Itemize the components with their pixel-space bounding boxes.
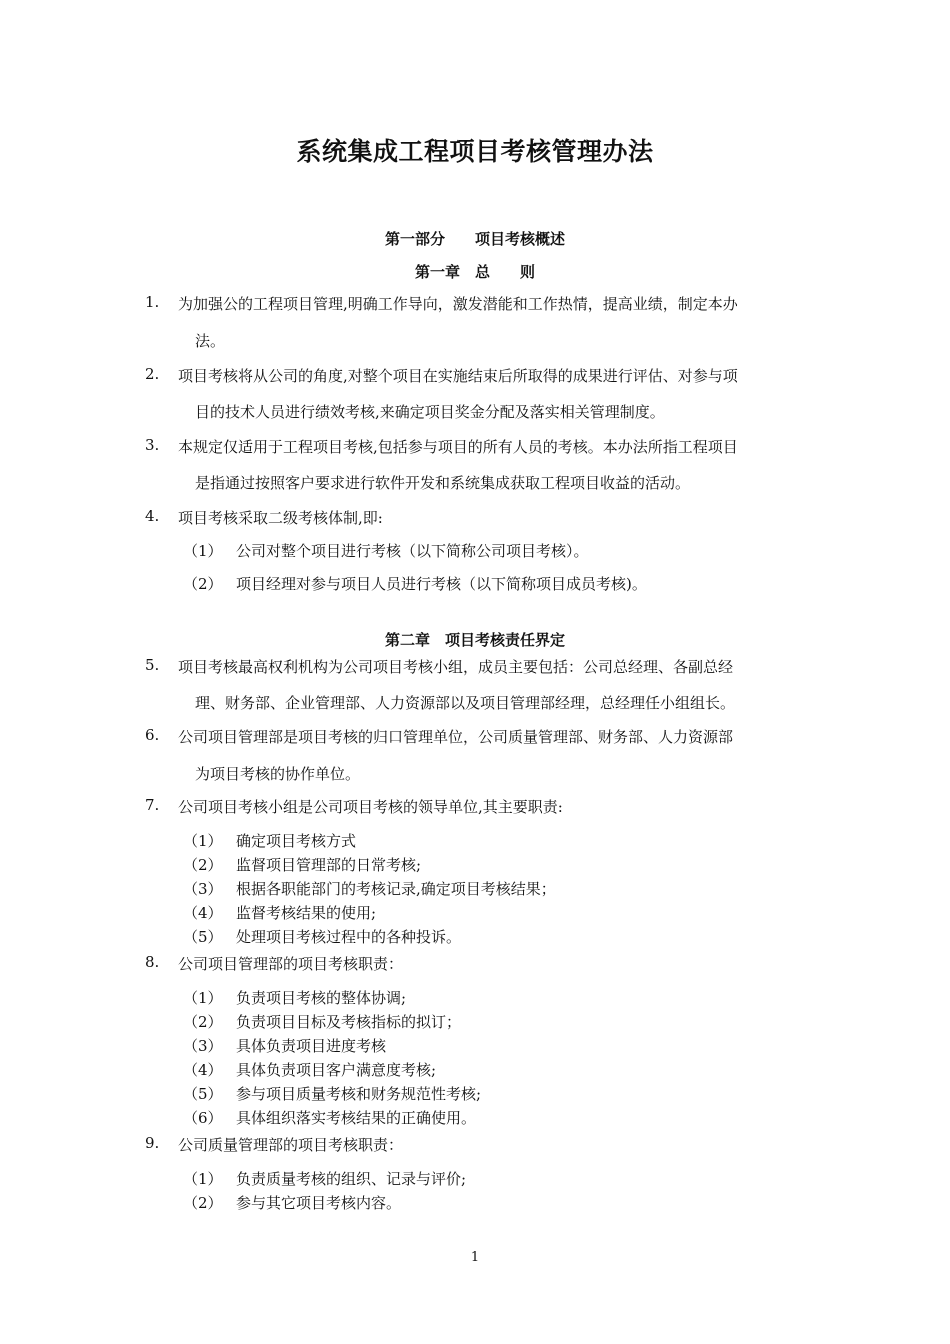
sub-item-number: （1） <box>183 989 223 1007</box>
sub-item-text: 监督项目管理部的日常考核; <box>236 856 422 874</box>
sub-item-text: 参与其它项目考核内容。 <box>236 1194 402 1212</box>
chapter-heading-1: 第一章 总 则 <box>414 263 535 281</box>
item-text: 项目考核采取二级考核体制,即: <box>178 509 383 527</box>
sub-item-number: （2） <box>183 1194 223 1212</box>
sub-item-text: 确定项目考核方式 <box>236 832 357 850</box>
item-text-continued: 是指通过按照客户要求进行软件开发和系统集成获取工程项目收益的活动。 <box>195 474 691 492</box>
item-number: 8. <box>145 953 160 971</box>
item-number: 1. <box>145 293 160 311</box>
sub-item-text: 项目经理对参与项目人员进行考核（以下简称项目成员考核)。 <box>236 575 647 593</box>
page-number: 1 <box>470 1250 480 1265</box>
sub-item-text: 负责质量考核的组织、记录与评价; <box>236 1170 467 1188</box>
item-text-continued: 法。 <box>195 332 226 350</box>
item-number: 3. <box>145 436 160 454</box>
item-text: 公司项目管理部是项目考核的归口管理单位，公司质量管理部、财务部、人力资源部 <box>178 728 734 746</box>
sub-item-text: 处理项目考核过程中的各种投诉。 <box>236 928 462 946</box>
sub-item-text: 参与项目质量考核和财务规范性考核; <box>236 1085 482 1103</box>
sub-item-text: 负责项目考核的整体协调; <box>236 989 407 1007</box>
item-text: 项目考核最高权利机构为公司项目考核小组，成员主要包括：公司总经理、各副总经 <box>178 658 734 676</box>
item-number: 6. <box>145 726 160 744</box>
item-text: 公司质量管理部的项目考核职责： <box>178 1136 404 1154</box>
item-text-continued: 目的技术人员进行绩效考核,来确定项目奖金分配及落实相关管理制度。 <box>195 403 665 421</box>
item-number: 2. <box>145 365 160 383</box>
part-heading: 第一部分 项目考核概述 <box>384 230 565 248</box>
sub-item-number: （5） <box>183 1085 223 1103</box>
document-title: 系统集成工程项目考核管理办法 <box>296 137 654 166</box>
sub-item-text: 具体组织落实考核结果的正确使用。 <box>236 1109 477 1127</box>
sub-item-text: 具体负责项目客户满意度考核; <box>236 1061 437 1079</box>
sub-item-number: （2） <box>183 575 223 593</box>
item-text-continued: 理、财务部、企业管理部、人力资源部以及项目管理部经理，总经理任小组组长。 <box>195 694 736 712</box>
sub-item-text: 负责项目目标及考核指标的拟订； <box>236 1013 462 1031</box>
sub-item-text: 公司对整个项目进行考核（以下简称公司项目考核）。 <box>236 542 589 560</box>
sub-item-text: 根据各职能部门的考核记录,确定项目考核结果； <box>236 880 556 898</box>
sub-item-number: （4） <box>183 904 223 922</box>
item-text: 公司项目管理部的项目考核职责： <box>178 955 404 973</box>
item-text: 项目考核将从公司的角度,对整个项目在实施结束后所取得的成果进行评估、对参与项 <box>178 367 738 385</box>
item-number: 4. <box>145 507 160 525</box>
sub-item-number: （1） <box>183 1170 223 1188</box>
sub-item-number: （1） <box>183 542 223 560</box>
sub-item-number: （3） <box>183 880 223 898</box>
sub-item-number: （1） <box>183 832 223 850</box>
chapter-heading-2: 第二章 项目考核责任界定 <box>384 631 565 649</box>
sub-item-number: （5） <box>183 928 223 946</box>
sub-item-number: （2） <box>183 856 223 874</box>
item-number: 5. <box>145 656 160 674</box>
item-text: 为加强公的工程项目管理,明确工作导向，激发潜能和工作热情，提高业绩，制定本办 <box>178 295 738 313</box>
item-text-continued: 为项目考核的协作单位。 <box>195 765 361 783</box>
sub-item-text: 监督考核结果的使用; <box>236 904 377 922</box>
sub-item-number: （3） <box>183 1037 223 1055</box>
sub-item-number: （4） <box>183 1061 223 1079</box>
item-text: 公司项目考核小组是公司项目考核的领导单位,其主要职责: <box>178 798 563 816</box>
sub-item-number: （6） <box>183 1109 223 1127</box>
item-number: 9. <box>145 1134 160 1152</box>
item-text: 本规定仅适用于工程项目考核,包括参与项目的所有人员的考核。本办法所指工程项目 <box>178 438 738 456</box>
sub-item-text: 具体负责项目进度考核 <box>236 1037 387 1055</box>
sub-item-number: （2） <box>183 1013 223 1031</box>
item-number: 7. <box>145 796 160 814</box>
